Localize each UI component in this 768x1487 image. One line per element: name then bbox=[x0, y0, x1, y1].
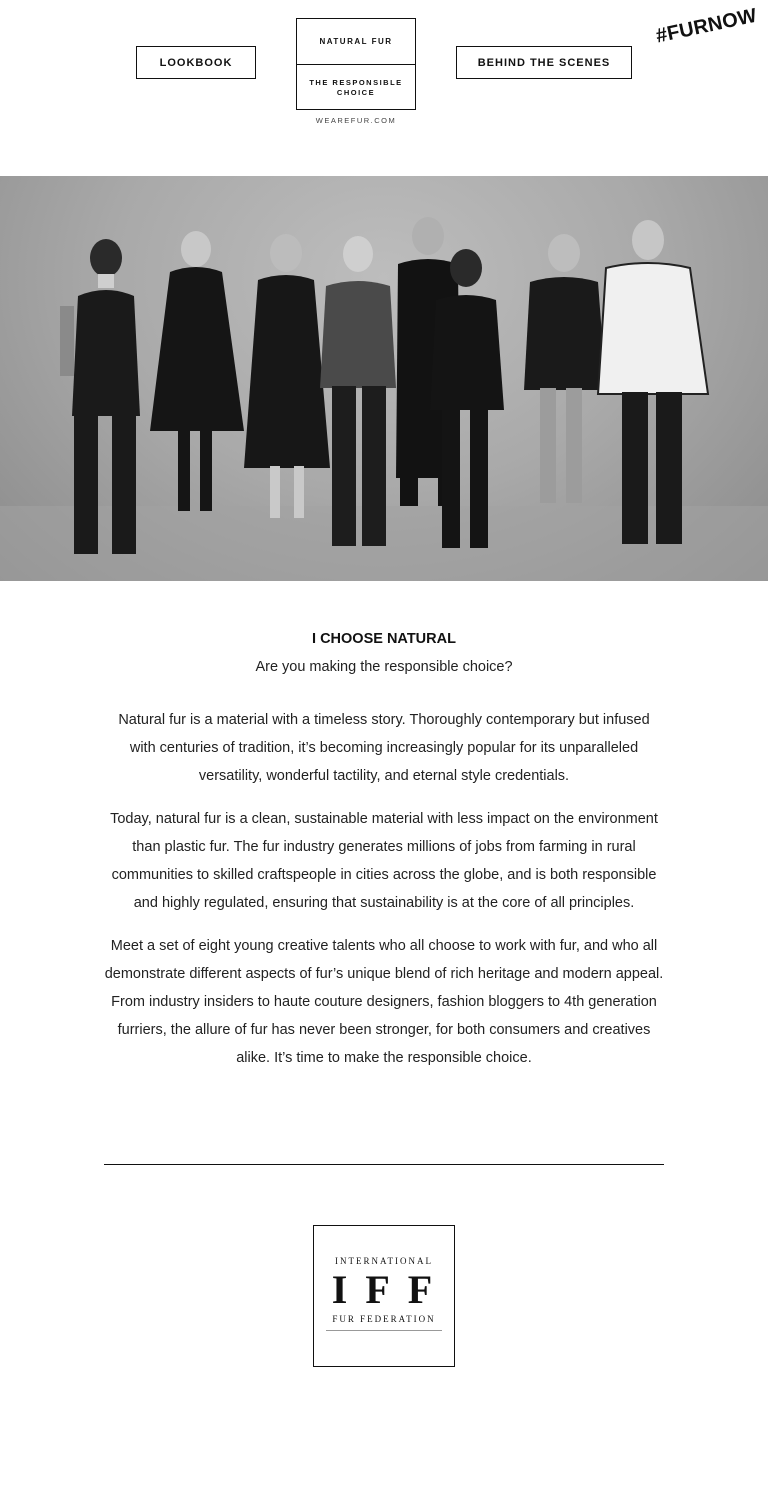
behind-the-scenes-button[interactable]: BEHIND THE SCENES bbox=[456, 46, 632, 79]
logo-bottom-text: THE RESPONSIBLE CHOICE bbox=[309, 78, 403, 97]
person-7 bbox=[524, 234, 606, 503]
paragraph-2: Today, natural fur is a clean, sustainable material with less impact on the environment than plastic fur. The fur industry generates millions of jobs from farming in rural communities to skilled craftspeople in cities across the globe, and is both responsible and highly regulated, ensuring that sustainability is at the core of all principles. bbox=[110, 811, 658, 911]
person-2 bbox=[150, 231, 244, 511]
natural-fur-logo[interactable] bbox=[296, 18, 416, 110]
logo-top-text: NATURAL FUR bbox=[297, 19, 415, 65]
logo-url[interactable]: WEAREFUR.COM bbox=[315, 116, 397, 125]
lookbook-button[interactable]: LOOKBOOK bbox=[136, 46, 256, 79]
iff-letters: IFF bbox=[331, 1267, 451, 1312]
group-photo-illustration bbox=[0, 176, 768, 581]
person-8 bbox=[598, 220, 708, 544]
section-heading: I CHOOSE NATURAL bbox=[312, 631, 456, 647]
iff-logo[interactable] bbox=[313, 1225, 455, 1367]
hero-group-photo bbox=[0, 176, 768, 581]
intro-section bbox=[104, 628, 664, 1072]
section-divider bbox=[104, 1164, 664, 1165]
person-3 bbox=[244, 234, 330, 518]
paragraph-1: Natural fur is a material with a timeless story. Thoroughly contemporary but infused with centuries of tradition, it’s becoming increasingly popular for its unparalleled versatility, wonderful tactility, and eternal style credentials. bbox=[118, 712, 650, 784]
paragraph-3: Meet a set of eight young creative talents who all choose to work with fur, and who all demonstrate different aspects of fur’s unique blend of rich heritage and modern appeal. From industry insiders to haute couture designers, fashion bloggers to 4th generation furriers, the allure of fur has never been stronger, for both consumers and creatives alike. It’s time to make the responsible choice. bbox=[104, 938, 664, 1066]
person-4 bbox=[320, 236, 396, 546]
iff-rule bbox=[326, 1330, 442, 1331]
iff-bottom-text: FUR FEDERATION bbox=[332, 1314, 436, 1324]
section-subheading: Are you making the responsible choice? bbox=[255, 659, 513, 675]
hashtag-furnow: #FURNOW bbox=[654, 4, 759, 48]
iff-top-text: INTERNATIONAL bbox=[335, 1256, 433, 1266]
